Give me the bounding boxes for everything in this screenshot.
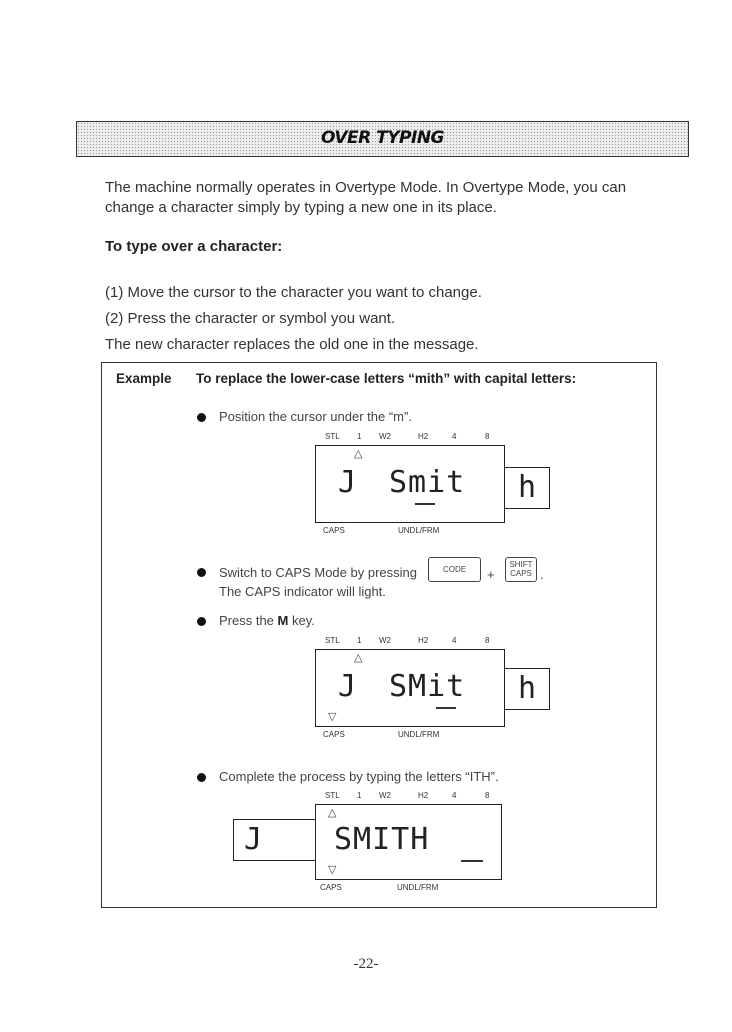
section-title: OVER TYPING: [321, 128, 444, 148]
intro-line-1: The machine normally operates in Overtype Mode. In Overtype Mode, you can: [105, 179, 627, 196]
lcd-text: SMITH: [334, 822, 430, 857]
indicator-4: 4: [452, 791, 457, 800]
caps-label: CAPS: [323, 730, 345, 739]
cursor-underline: [415, 503, 435, 505]
code-key[interactable]: [428, 557, 481, 582]
bullet: [197, 413, 206, 422]
example-step-4-text: Complete the process by typing the letters “ITH”.: [219, 769, 499, 784]
indicator-w2: W2: [379, 791, 391, 800]
code-key-label: CODE: [442, 565, 467, 574]
cursor-up-arrow-icon: △: [328, 807, 337, 819]
lcd-display-1: [315, 445, 505, 523]
lcd-left-char: J: [338, 465, 358, 500]
intro-line-2: change a character simply by typing a new one in its place.: [105, 199, 497, 216]
example-step-3-text: [219, 612, 315, 630]
indicator-w2: W2: [379, 636, 391, 645]
instruction-result: The new character replaces the old one in the message.: [105, 336, 479, 353]
bullet: [197, 773, 206, 782]
indicator-stl: STL: [325, 636, 340, 645]
shift-caps-key[interactable]: [505, 557, 537, 582]
example-step-1-text: Position the cursor under the “m”.: [219, 409, 412, 424]
caps-label: CAPS: [323, 526, 345, 535]
lcd-side-char-3: J: [233, 819, 317, 861]
page-number: -22-: [353, 956, 379, 972]
instruction-step-2: (2) Press the character or symbol you want.: [105, 310, 396, 327]
lcd-text: SMit: [389, 669, 466, 704]
indicator-4: 4: [452, 636, 457, 645]
caps-down-arrow-icon: ▽: [328, 864, 337, 876]
indicator-8: 8: [485, 432, 490, 441]
period: .: [540, 567, 544, 582]
m-key-name: M: [277, 613, 289, 628]
indicator-4: 4: [452, 432, 457, 441]
example-step-2-line-1: Switch to CAPS Mode by pressing: [219, 565, 417, 580]
indicator-1: 1: [357, 636, 362, 645]
plus-sign: +: [487, 567, 495, 582]
shift-key-label: SHIFT: [509, 560, 533, 569]
lcd-display-3: [315, 804, 502, 880]
lcd-side-char-1: h: [504, 467, 550, 509]
bullet: [197, 617, 206, 626]
undl-frm-label: UNDL/FRM: [398, 526, 440, 535]
example-step-2-line-2: The CAPS indicator will light.: [219, 584, 386, 599]
instruction-step-1: (1) Move the cursor to the character you want to change.: [105, 284, 482, 301]
undl-frm-label: UNDL/FRM: [397, 883, 439, 892]
example-title: To replace the lower-case letters “mith” with capital letters:: [196, 371, 577, 386]
cursor-up-arrow-icon: △: [354, 652, 363, 664]
cursor-up-arrow-icon: △: [354, 448, 363, 460]
indicator-h2: H2: [418, 636, 429, 645]
undl-frm-label: UNDL/FRM: [398, 730, 440, 739]
cursor-underline: [436, 707, 456, 709]
step-3-text-post: key.: [288, 613, 315, 628]
lcd-text: Smit: [389, 465, 466, 500]
indicator-h2: H2: [418, 432, 429, 441]
caps-key-label: CAPS: [510, 569, 532, 578]
indicator-h2: H2: [418, 791, 429, 800]
indicator-stl: STL: [325, 791, 340, 800]
indicator-1: 1: [357, 791, 362, 800]
example-label: Example: [116, 371, 172, 386]
cursor-underline: [461, 860, 483, 862]
caps-label: CAPS: [320, 883, 342, 892]
indicator-stl: STL: [325, 432, 340, 441]
indicator-8: 8: [485, 636, 490, 645]
section-banner: [76, 121, 689, 157]
lcd-display-2: [315, 649, 505, 727]
instructions-heading: To type over a character:: [105, 238, 283, 255]
bullet: [197, 568, 206, 577]
lcd-left-char: J: [338, 669, 358, 704]
lcd-side-char-2: h: [504, 668, 550, 710]
caps-down-arrow-icon: ▽: [328, 711, 337, 723]
indicator-8: 8: [485, 791, 490, 800]
indicator-1: 1: [357, 432, 362, 441]
indicator-w2: W2: [379, 432, 391, 441]
step-3-text-pre: Press the: [219, 613, 278, 628]
